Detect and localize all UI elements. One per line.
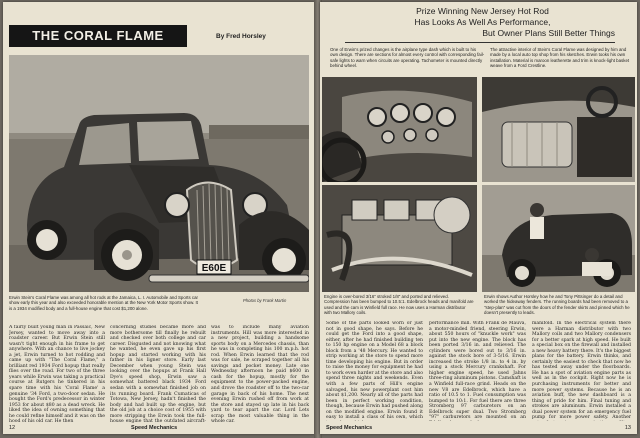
left-page <box>3 2 315 434</box>
engine-caption: Engine is over-bored 3/16" stroked 1/8" and ported and relieved. Compression has been bumped to 10.5:1. Edelbrock heads and manifold are used and the cam is Winfield full race. He now uses a Harman distributor with two Mallory coils. <box>324 294 474 316</box>
workers-photo <box>482 185 635 292</box>
right-column-1: Some of the parts looked worn or just not in good shape, he says. Before he could get the Ford into a good shape, either, after he had finished building ten to 150 hp engine on a Model 68 a block block from a '48 Mercury. He wanted to strip working at the store to spend more time developing his engine. But in order to raise the money for equipment he had to work even harder at the store and also spend three nights and weekends. Even with a few parts of Hill's engine salvaged, his new powerplant cost him about $1,200. Nearly all of the parts had been in perfect working condition, though, because Erwin had pushed along on the modified engine. Erwin found it easy to install a class of his own, which <box>326 321 423 421</box>
page-number-right: 13 <box>624 425 631 431</box>
headline-rule <box>345 42 615 43</box>
headline-line-2: Has Looks As Well As Performance, <box>414 17 551 27</box>
engine-photo <box>322 185 477 292</box>
headline-line-3: But Owner Plans Still Better Things <box>482 28 615 38</box>
interior-illustration <box>482 77 635 182</box>
interior-photo <box>482 77 635 182</box>
photo-credit: Photos by Frank Martin <box>243 298 287 303</box>
right-page <box>320 2 637 434</box>
photo-caption: Erwin Stein's Coral Flame was among all hot rods at the Jamaica, L. I. Automobile and Sports car show early this year and also exceeded honorable mention at the New York Motor Sports show. It is a 1934 modified body and a full-house engine that cost $1,200 alone. <box>9 295 198 311</box>
intro-caption-left: One of Erwin's prized changes is the airplane type dash which is built to his own design. There are sections for almost every control with corresponding fail-safe lights to warn when circuits are operating. Tachometer is mounted directly behind wheel. <box>330 47 485 69</box>
footer-right: Speed Mechanics <box>326 425 373 431</box>
car-illustration <box>9 55 309 292</box>
right-column-2: performance mill. With Frank de Mauva, a motor-minded friend, steering Erwin, about 550 hours of "knuckle work" was put into the new engine. The block has been ported 3/16 in. and relieved. The cylinders were bored out to 3/16 in. against the stock bore of 3-5/16. Erwin increased the stroke 1/8 in. to 4 in. by using a stock Mercury crankshaft. For higher engine speed, he used Jahns three-ring aluminum pistons. Camshaft is a Winfield full-race grind. Heads on the new V8 are Edelbrock, which have a ratio of 10.5 to 1. Fuel consumption was bumped to 10:1. For fuel there are three Stromberg 97 carburetors on an Edelbrock super dual. Two Stromberg "97" carburetors are mounted on an <box>429 321 526 421</box>
footer-left: Speed Mechanics <box>131 425 178 431</box>
license-plate: E60E <box>201 263 227 274</box>
intro-caption-right: The attractive interior of Stein's Coral Flame was designed by him and made by a local auto top shop from his sketches. Erwin tooks his own installation. Material is maroon leatherette and trim is knock-light basket weave from a Ford Crestline. <box>490 47 630 69</box>
body-column-3: was to include many aviation instruments. Hill was more interested in a new project, building a handsome sports body on a Mercedes chassis, than he was in completing his 100 m.p.h. hot rod. When Erwin learned that the rod was for sale, he scraped together all his savings and pocket money. Late one Wednesday afternoon he paid $600 in cash for the hopup, mostly for the equipment to the power-packed engine, and drove the roadster off to the two-car garage in back of his home. The next evening Erwin rushed off from work at the store and stayed up late in his back yard to tear apart the car. Lord Lets scrap the most valuable thing in the whole car. <box>211 325 309 423</box>
dashboard-photo <box>322 77 477 182</box>
workers-caption: Erwin shows Author Horsley how he and Tony Pittsinger do a detail and worked the hideaway fenders. The running boards had been removed to a "step-plan" was cut from the doors of the fender skirts and pinned which he doesn't presently to leads. <box>484 294 630 316</box>
car-photo <box>9 55 309 292</box>
page-number-left: 12 <box>9 425 16 431</box>
right-column-3: manifold. In the electrical system there were a Harman distributor with two Mallory coils and two Mallory condensers for a better spark at high speed. He built a special box on the firewall and installed a new heavy battery there. It's the biggest plans for the battery. Erwin thinks, and certainly the easiest to check that now he has tested away under the floorboards. He has a spot of aviation engine parts as well as in the cockpit. Right now he is purchasing instruments for better and more power systems. Because he is an aviation buff, the new dashboard is a thing of pride for him. Final tuning and strokes are aluminum. Erwin installed a dual power system for an emergency fuel pump for more power safety. Another <box>532 321 631 421</box>
body-column-2: concerning studies became more and more bothersome till finally he rebuilt and checked over both college and car career. Disgusted and not knowing what he wanted, he even gave up his first hopup and started working with his father in his ligner store. Early last December when young Stein was looking over the hopups at Frank Hall Dye's speed shop, Erwin saw a somewhat battered black 1934 Ford sedan with a somewhat finished job on its running board. Frank Cumaticas of Totowa, New Jersey, hadn't finished the body and had built up the engine, but the old job at a choice cost of 1955 with more stripping the Erwin took the full-house engine that the outdated aircraft- <box>110 325 206 423</box>
dashboard-illustration <box>322 77 477 182</box>
byline: By Fred Horsley <box>216 33 266 40</box>
engine-illustration <box>322 185 477 292</box>
headline-line-1: Prize Winning New Jersey Hot Rod <box>416 6 549 16</box>
workers-illustration <box>482 185 635 292</box>
body-column-1: A fairly built young man in Passaic, New Jersey, wanted to move away into a roadster career. But Erwin Stein still wasn't tight enough in his frame to get anywhere. With an chance to live jockey a jet, Erwin turned to hot rodding and came up with "The Coral Flame," a brilliant red 1934 Ford hopup that really flies over the road. For two of the three years while Erwin was taking a practical course at Rutgers he tinkered in his spare time with his 'Coral Flame' a genuine '34 Ford, a two-door sedan. He bought the Ford's predecessor in winter 1953 for about $80 as a dead wreck. He liked the idea of owning something that he could refine himself and it was on the hood of his old car. He then <box>9 325 105 423</box>
article-title: THE CORAL FLAME <box>9 25 187 47</box>
